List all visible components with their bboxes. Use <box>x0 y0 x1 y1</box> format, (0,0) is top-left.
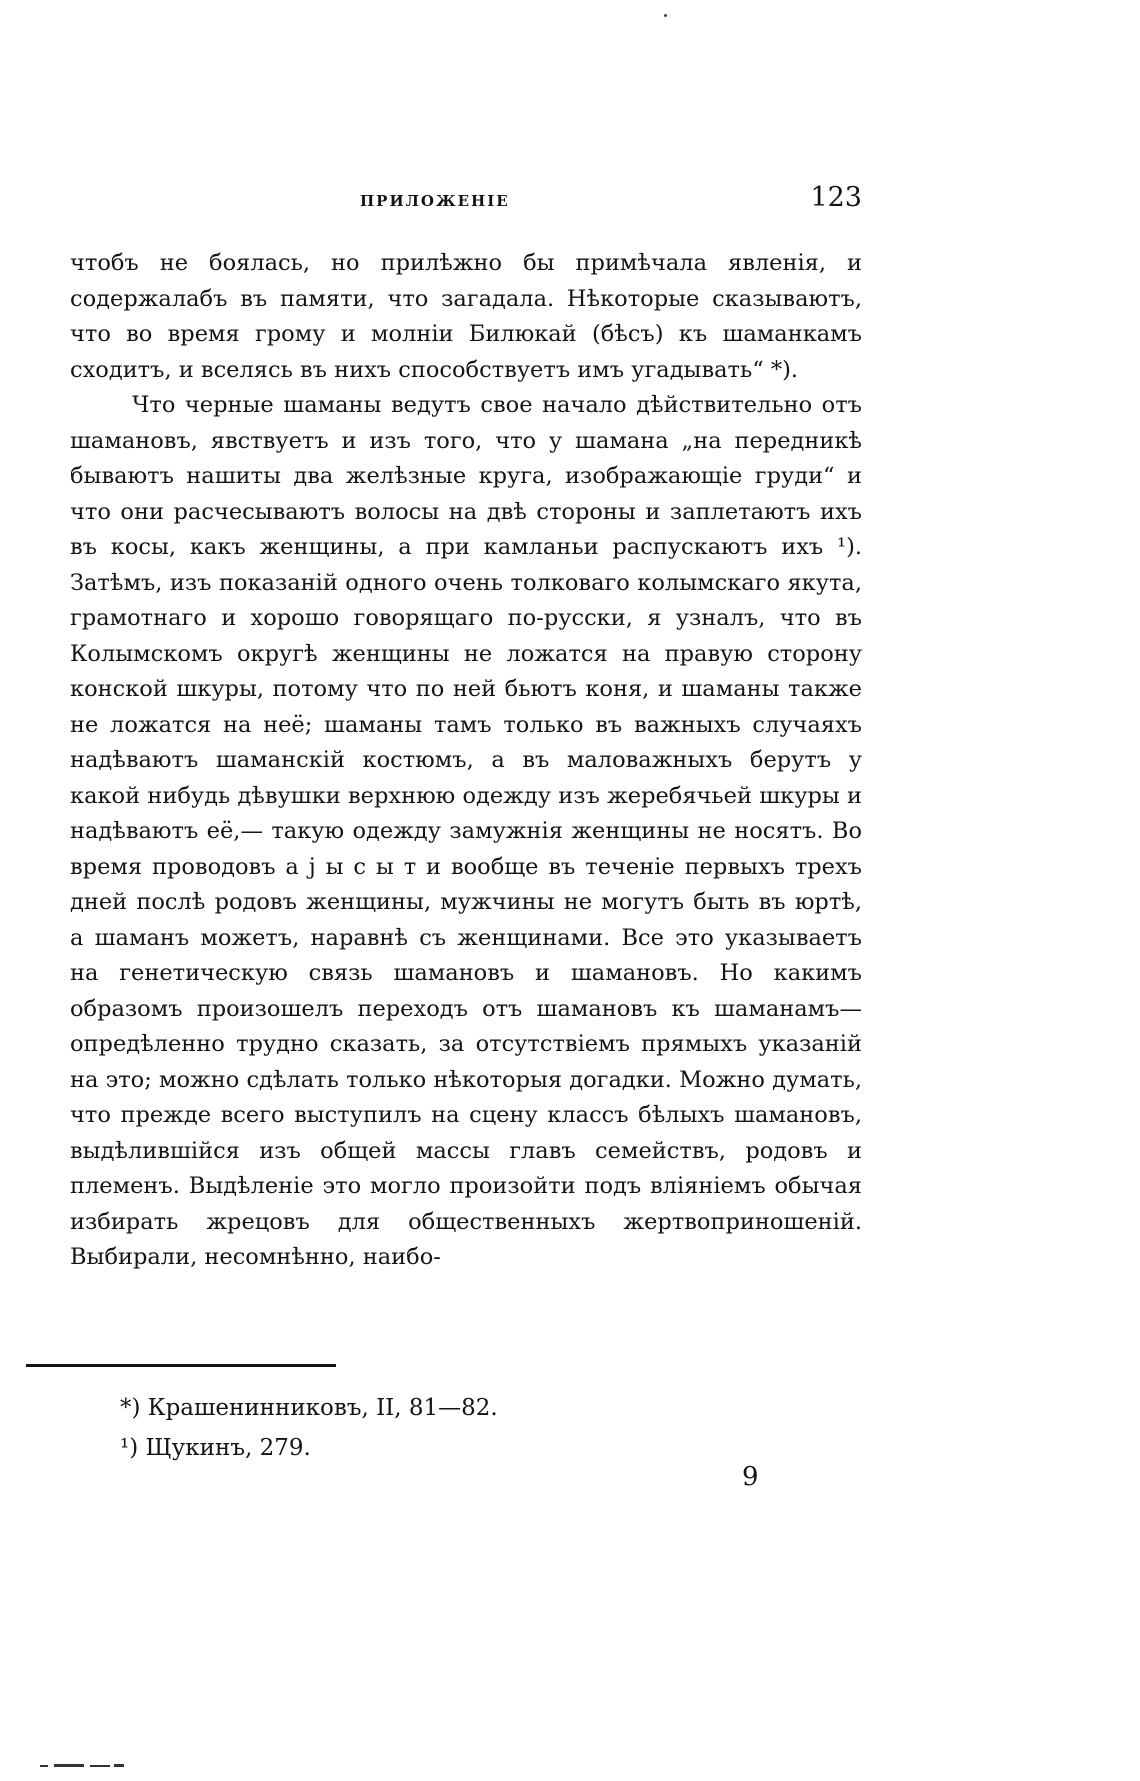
scan-artifact-icon <box>40 1762 126 1768</box>
footnote-asterisk: *) Крашенинниковъ, II, 81—82. <box>120 1395 498 1421</box>
paragraph: Что черные шаманы ведутъ свое начало дѣйствительно отъ шамановъ, явствуетъ и изъ того, что у шамана „на передникѣ бываютъ нашиты два желѣзные круга, изображающіе груди“ и что они расчесываютъ волосы на двѣ стороны и заплетаютъ ихъ въ косы, какъ женщины, а при камланьи распускаютъ ихъ ¹). Затѣмъ, изъ показаній одного очень толковаго колымскаго якута, грамотнаго и хорошо говорящаго по-русски, я узналъ, что въ Колымскомъ округѣ женщины не ложатся на правую сторону конской шкуры, потому что по ней бьютъ коня, и шаманы также не ложатся на неё; шаманы тамъ только въ важныхъ случаяхъ надѣваютъ шаманскій костюмъ, а въ маловажныхъ берутъ у какой нибудь дѣвушки верхнюю одежду изъ жеребячьей шкуры и надѣваютъ её,— такую одежду замужнія женщины не носятъ. Во время проводовъ а j ы с ы т и вообще въ теченіе первыхъ трехъ дней послѣ родовъ женщины, мужчины не могутъ быть въ юртѣ, а шаманъ можетъ, наравнѣ съ женщинами. Все это указываетъ на генетическую связь шамановъ и шамановъ. Но какимъ образомъ произошелъ переходъ отъ шамановъ къ шаманамъ—опредѣленно трудно сказать, за отсутствіемъ прямыхъ указаній на это; можно сдѣлать только нѣкоторыя догадки. Можно думать, что прежде всего выступилъ на сцену классъ бѣлыхъ шамановъ, выдѣлившійся изъ общей массы главъ семействъ, родовъ и племенъ. Выдѣленіе это могло произойти подъ вліяніемъ обычая избирать жрецовъ для общественныхъ жертвоприношеній. Выбирали, несомнѣнно, наибо- <box>70 392 862 1270</box>
footnote-1: ¹) Щукинъ, 279. <box>120 1435 311 1461</box>
page-number: 123 <box>810 182 862 213</box>
running-title: ПРИЛОЖЕНIЕ <box>360 192 510 210</box>
page-header <box>70 182 862 222</box>
scan-speck <box>664 14 667 17</box>
body-text <box>70 246 862 1326</box>
footnote-divider <box>26 1364 336 1367</box>
signature-mark: 9 <box>742 1462 759 1492</box>
paragraph-continued: чтобъ не боялась, но прилѣжно бы примѣчала явленія, и содержалабъ въ памяти, что загадала. Нѣкоторые сказываютъ, что во время грому и молніи Билюкай (бѣсъ) къ шаманкамъ сходитъ, и вселясь въ нихъ способствуетъ имъ угадывать“ *). <box>70 250 862 383</box>
footnotes <box>120 1388 800 1468</box>
